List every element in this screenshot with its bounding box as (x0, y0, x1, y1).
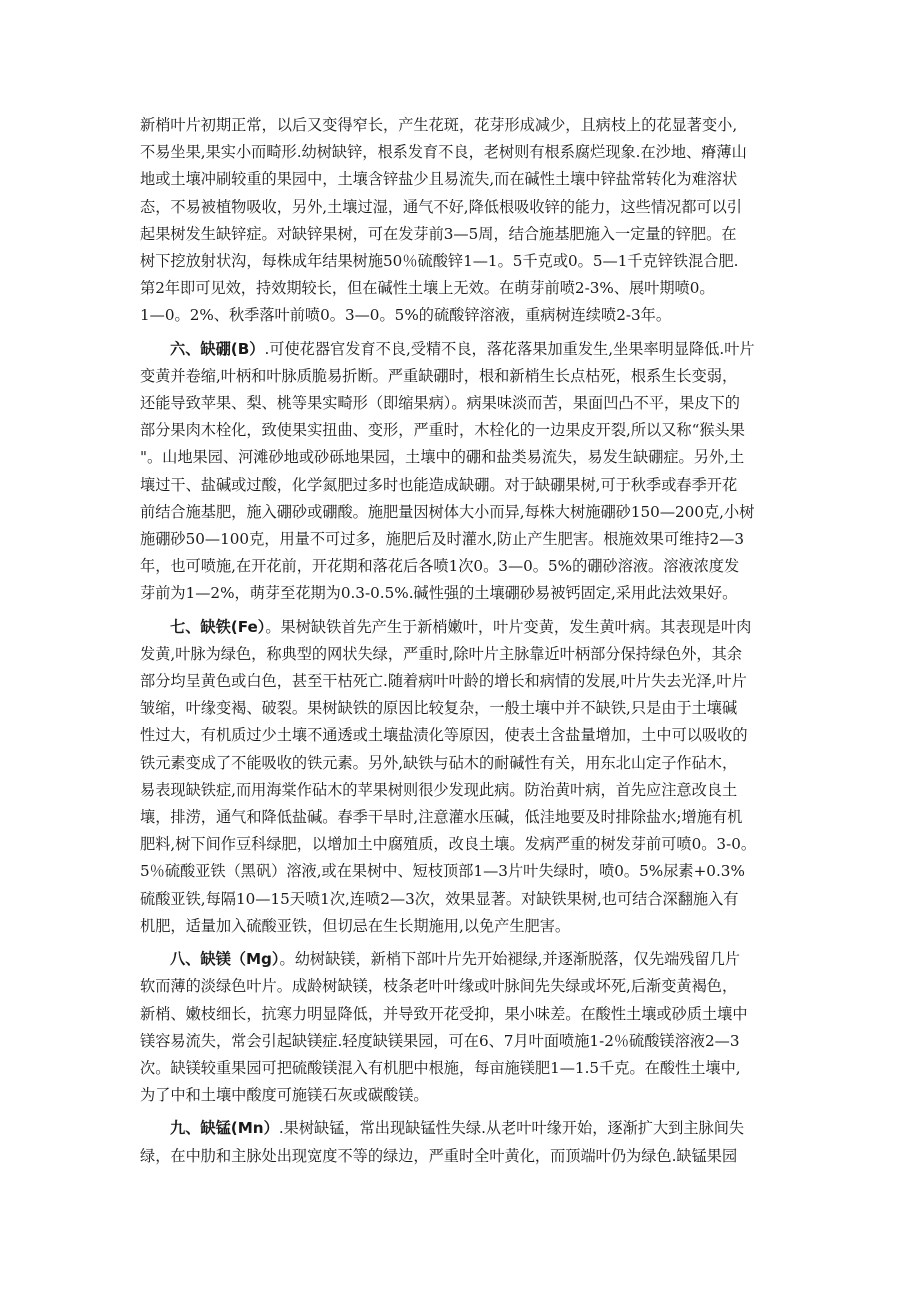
text-line: 为了中和土壤中酸度可施镁石灰或碳酸镁。 (140, 1086, 429, 1105)
text-line: 施硼砂50—100克，用量不可过多，施肥后及时灌水,防止产生肥害。根施效果可维持2—3 (140, 530, 745, 549)
paragraph-iron (140, 614, 780, 940)
text-line: 部分均呈黄色或白色，甚至干枯死亡.随着病叶叶龄的增长和病情的发展,叶片失去光泽,叶片 (140, 672, 747, 691)
paragraph-zinc (140, 112, 780, 330)
text-line: 起果树发生缺锌症。对缺锌果树，可在发芽前3—5周，结合施基肥施入一定量的锌肥。在 (140, 224, 737, 243)
text-line: 年，也可喷施,在开花前，开花期和落花后各喷1次0。3—0。5%的硼砂溶液。溶液浓度发 (140, 557, 740, 576)
text-line: 新梢叶片初期正常，以后又变得窄长，产生花斑，花芽形成减少，且病枝上的花显著变小, (140, 116, 738, 134)
text-line: 易表现缺铁症,而用海棠作砧木的苹果树则很少发现此病。防治黄叶病，首先应注意改良土 (140, 780, 738, 799)
text-line: 铁元素变成了不能吸收的铁元素。另外,缺铁与砧木的耐碱性有关，用东北山定子作砧木， (140, 753, 738, 772)
text-line: 还能导致苹果、梨、桃等果实畸形（即缩果病）。病果味淡而苦，果面凹凸不平，果皮下的 (140, 394, 740, 413)
text-line: 前结合施基肥，施入硼砂或硼酸。施肥量因树体大小而异,每株大树施硼砂150—200克,小树 (140, 502, 755, 521)
text-line: 。果树缺铁首先产生于新梢嫩叶，叶片变黄，发生黄叶病。其表现是叶肉 (265, 617, 752, 636)
text-line: 机肥，适量加入硫酸亚铁，但切忌在生长期施用,以免产生肥害。 (140, 916, 571, 935)
text-line: 芽前为1—2%，萌芽至花期为0.3-0.5%.碱性强的土壤硼砂易被钙固定,采用此法效果好。 (140, 584, 738, 603)
text-line: 壤过干、盐碱或过酸，化学氮肥过多时也能造成缺硼。对于缺硼果树,可于秋季或春季开花 (140, 475, 738, 494)
section-heading-magnesium: 八、缺镁（Mg） (170, 950, 280, 969)
text-line: 性过大，有机质过少土壤不通透或土壤盐渍化等原因，使表土含盐量增加，土中可以吸收的 (140, 726, 748, 745)
text-line: .可使花器官发育不良,受精不良，落花落果加重发生,坐果率明显降低.叶片 (264, 339, 755, 358)
text-line: 变黄并卷缩,叶柄和叶脉质脆易折断。严重缺硼时，根和新梢生长点枯死，根系生长变弱， (140, 366, 738, 385)
text-line: 新梢、嫩枝细长，抗寒力明显降低，并导致开花受抑，果小味差。在酸性土壤或砂质土壤中 (140, 1004, 748, 1023)
text-line: 发黄,叶脉为绿色，称典型的网状失绿，严重时,除叶片主脉靠近叶柄部分保持绿色外，其余 (140, 644, 742, 663)
text-line: 第2年即可见效，持效期较长，但在碱性土壤上无效。在萌芽前喷2-3%、展叶期喷0。 (140, 279, 715, 298)
text-line: 地或土壤冲刷较重的果园中，土壤含锌盐少且易流失,而在碱性土壤中锌盐常转化为难溶状 (140, 170, 738, 189)
text-line: 绿，在中肋和主脉处出现宽度不等的绿边，严重时全叶黄化，而顶端叶仍为绿色.缺锰果园 (140, 1146, 738, 1165)
text-line: 硫酸亚铁,每隔10—15天喷1次,连喷2—3次，效果显著。对缺铁果树,也可结合深翻施入有 (140, 889, 739, 908)
paragraph-magnesium (140, 946, 780, 1109)
text-line: 树下挖放射状沟，每株成年结果树施50％硫酸锌1—1。5千克或0。5—1千克锌铁混合肥. (140, 252, 739, 271)
paragraph-manganese (140, 1115, 780, 1169)
text-line: .果树缺锰，常出现缺锰性失绿.从老叶叶缘开始，逐渐扩大到主脉间失 (278, 1119, 745, 1138)
paragraph-boron (140, 336, 780, 608)
section-heading-boron: 六、缺硼(B） (170, 339, 265, 358)
text-line: 。幼树缺镁，新梢下部叶片先开始褪绿,并逐渐脱落，仅先端残留几片 (279, 950, 740, 969)
section-heading-manganese: 九、缺锰(Mn） (170, 1119, 279, 1138)
text-line: 次。缺镁较重果园可把硫酸镁混入有机肥中根施，每亩施镁肥1—1.5千克。在酸性土壤中, (140, 1058, 741, 1077)
text-line: 壤，排涝，通气和降低盐碱。春季干旱时,注意灌水压碱，低洼地要及时排除盐水;增施有机 (140, 808, 743, 827)
text-line: 镁容易流失，常会引起缺镁症.轻度缺镁果园，可在6、7月叶面喷施1-2％硫酸镁溶液2—3 (140, 1031, 740, 1050)
text-line: 态，不易被植物吸收，另外,土壤过湿，通气不好,降低根吸收锌的能力，这些情况都可以引 (140, 197, 742, 216)
text-line: 皱缩，叶缘变褐、破裂。果树缺铁的原因比较复杂，一般土壤中并不缺铁,只是由于土壤碱 (140, 699, 738, 718)
text-line: "。山地果园、河滩砂地或砂砾地果园，土壤中的硼和盐类易流失，易发生缺硼症。另外,土 (140, 448, 745, 467)
text-line: 软而薄的淡绿色叶片。成龄树缺镁，枝条老叶叶缘或叶脉间先失绿或坏死,后渐变黄褐色， (140, 977, 738, 996)
text-line: 不易坐果,果实小而畸形.幼树缺锌，根系发育不良，老树则有根系腐烂现象.在沙地、瘠薄山 (140, 143, 747, 162)
text-line: 部分果肉木栓化，致使果实扭曲、变形，严重时，木栓化的一边果皮开裂,所以又称“猴头果 (140, 421, 745, 440)
text-line: 肥料,树下间作豆科绿肥，以增加土中腐殖质，改良土壤。发病严重的树发芽前可喷0。3-0。 (140, 835, 757, 854)
section-heading-iron: 七、缺铁(Fe） (170, 617, 266, 636)
text-line: 5％硫酸亚铁（黑矾）溶液,或在果树中、短枝顶部1—3片叶失绿时，喷0。5%尿素+0.3% (140, 862, 745, 881)
text-line: 1—0。2%、秋季落叶前喷0。3—0。5%的硫酸锌溶液，重病树连续喷2-3年。 (140, 306, 672, 325)
